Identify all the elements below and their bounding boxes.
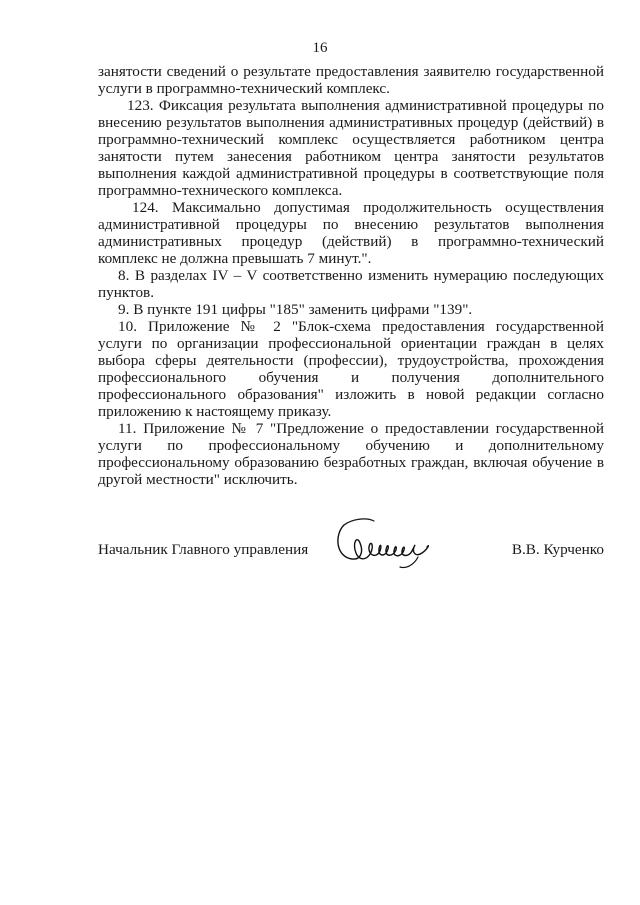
signature-block: [98, 541, 604, 571]
text-line: профессионального обучения и получения дополнительного: [98, 369, 604, 386]
text-line: программно-технического комплекса.: [98, 182, 343, 199]
text-line: другой местности" исключить.: [98, 471, 298, 488]
text-line: пунктов.: [98, 284, 155, 301]
text-line: 8. В разделах IV – V соответственно изменить нумерацию последующих: [118, 267, 604, 284]
text-line: административной процедуры по внесению результатов выполнения: [98, 216, 604, 233]
text-line: занятости путем занесения работником центра занятости результатов: [98, 148, 604, 165]
signatory-title: Начальник Главного управления: [98, 541, 309, 558]
text-line: услуги по профессиональному обучению и дополнительному: [98, 437, 604, 454]
text-line: профессионального образования" изложить в новой редакции согласно: [98, 386, 604, 403]
page-number: 16: [312, 40, 328, 56]
text-line: 11. Приложение № 7 "Предложение о предоставлении государственной: [118, 420, 604, 437]
text-line: занятости сведений о результате предоставления заявителю государственной: [98, 63, 604, 80]
text-line: комплекс не должна превышать 7 минут.".: [98, 250, 372, 267]
text-line: 9. В пункте 191 цифры "185" заменить цифрами "139".: [118, 301, 473, 318]
text-line: услуги по организации профессиональной ориентации граждан в целях: [98, 335, 604, 352]
text-line: приложению к настоящему приказу.: [98, 403, 332, 420]
text-line: выбора сферы деятельности (профессии), трудоустройства, прохождения: [98, 352, 604, 369]
text-line: 123. Фиксация результата выполнения административной процедуры по: [127, 97, 604, 114]
text-line: внесению результатов выполнения административных процедур (действий) в: [98, 114, 604, 131]
signatory-name: В.В. Курченко: [511, 541, 604, 558]
handwritten-signature: [330, 513, 440, 571]
text-line: административных процедур (действий) в программно-технический: [98, 233, 604, 250]
text-line: профессиональному образованию безработных граждан, включая обучение в: [98, 454, 604, 471]
text-line: услуги в программно-технический комплекс.: [98, 80, 390, 97]
text-line: выполнения каждой административной процедуры в соответствующие поля: [98, 165, 604, 182]
text-line: 124. Максимально допустимая продолжительность осуществления: [132, 199, 604, 216]
text-line: программно-технический комплекс осуществляется работником центра: [98, 131, 604, 148]
text-line: 10. Приложение № 2 "Блок-схема предоставления государственной: [118, 318, 604, 335]
document-body: [98, 63, 604, 488]
